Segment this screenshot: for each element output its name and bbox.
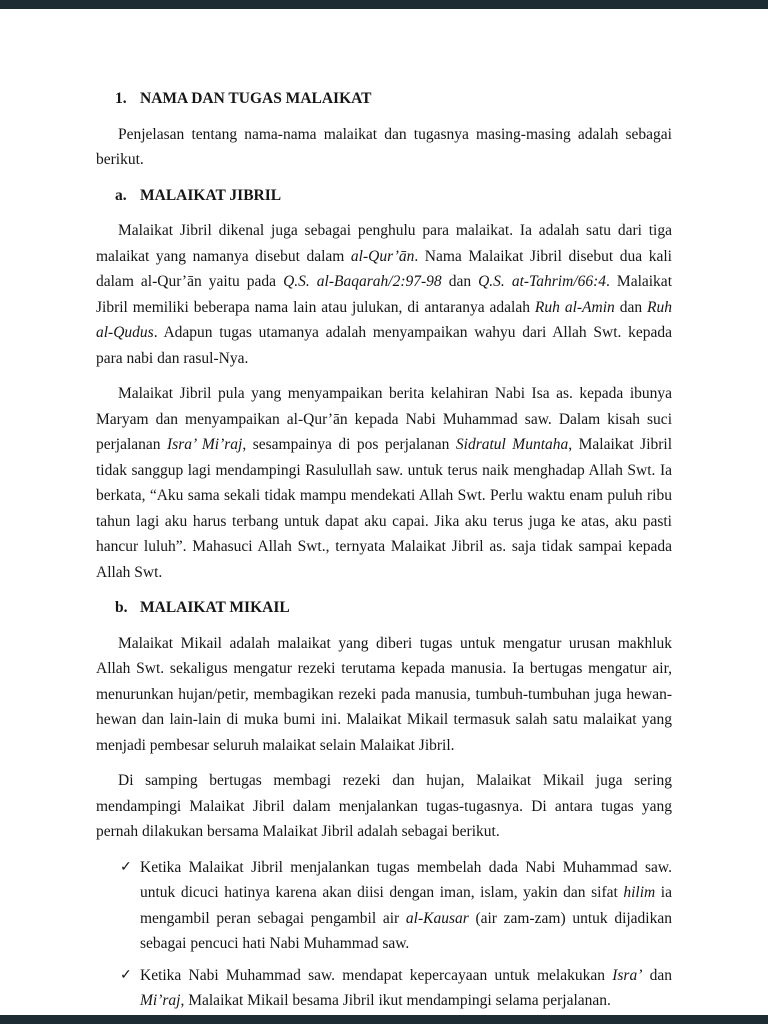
checkmark-icon: ✓: [120, 859, 132, 875]
jibril-paragraph-2: Malaikat Jibril pula yang menyampaikan berita kelahiran Nabi Isa as. kepada ibunya Maryam dan menyampaikan al-Qur’ān kepada Nabi Muhammad saw. Dalam kisah suci perjalanan Isra’ Mi’raj, sesampainya di pos perjalanan Sidratul Muntaha, Malaikat Jibril tidak sanggup lagi mendampingi Rasulullah saw. untuk terus naik menghadap Allah Swt. Ia berkata, “Aku sama sekali tidak mampu mendekati Allah Swt. Perlu waktu enam puluh ribu tahun lagi aku harus terbang untuk dapat aku capai. Jika aku terus juga ke atas, aku pasti hancur luluh”. Mahasuci Allah Swt., ternyata Malaikat Jibril as. saja tidak sampai kepada Allah Swt.: [96, 385, 673, 581]
viewer-top-bar: [0, 0, 768, 9]
jibril-paragraph-1: Malaikat Jibril dikenal juga sebagai penghulu para malaikat. Ia adalah satu dari tiga malaikat yang namanya disebut dalam al-Qur’ān. Nama Malaikat Jibril disebut dua kali dalam al-Qur’ān yaitu pada Q.S. al-Baqarah/2:97-98 dan Q.S. at-Tahrim/66:4. Malaikat Jibril memiliki beberapa nama lain atau julukan, di antaranya adalah Ruh al-Amin dan Ruh al-Qudus. Adapun tugas utamanya adalah menyampaikan wahyu dari Allah Swt. kepada para nabi dan rasul-Nya.: [96, 222, 672, 367]
subsection-letter: b.: [115, 599, 128, 616]
document-page: [0, 9, 768, 1015]
subsection-title: MALAIKAT JIBRIL: [140, 186, 282, 204]
checklist-item-text: Ketika Malaikat Jibril menjalankan tugas membelah dada Nabi Muhammad saw. untuk dicuci hatinya karena akan diisi dengan iman, islam, yakin dan sifat hilim ia mengambil peran sebagai pengambil air al-Kausar (air zam-zam) untuk dijadikan sebagai pencuci hati Nabi Muhammad saw.: [140, 858, 672, 952]
section-title: NAMA DAN TUGAS MALAIKAT: [140, 90, 372, 107]
viewer-bottom-bar: [0, 1015, 768, 1024]
subsection-heading-b: [115, 595, 672, 621]
section-number: 1.: [115, 90, 127, 107]
checklist-item: [120, 963, 672, 1014]
checklist-item-text: Ketika Nabi Muhammad saw. mendapat kepercayaan untuk melakukan Isra’ dan Mi’raj, Malaikat Mikail besama Jibril ikut mendampingi selama perjalanan.: [140, 966, 672, 1009]
mikail-paragraph-2: Di samping bertugas membagi rezeki dan hujan, Malaikat Mikail juga sering mendampingi Malaikat Jibril dalam menjalankan tugas-tugasnya. Di antara tugas yang pernah dilakukan bersama Malaikat Jibril adalah sebagai berikut.: [96, 772, 672, 840]
checklist-item: [120, 855, 672, 957]
subsection-title: MALAIKAT MIKAIL: [140, 599, 290, 616]
section-heading-1: [115, 86, 672, 112]
intro-paragraph: Penjelasan tentang nama-nama malaikat dan tugasnya masing-masing adalah sebagai berikut.: [96, 125, 672, 168]
checkmark-icon: ✓: [120, 967, 132, 983]
subsection-heading-a: [115, 183, 672, 209]
mikail-paragraph-1: Malaikat Mikail adalah malaikat yang diberi tugas untuk mengatur urusan makhluk Allah Swt. sekaligus mengatur rezeki terutama kepada manusia. Ia bertugas mengatur air, menurunkan hujan/petir, membagikan rezeki pada manusia, tumbuh-tumbuhan juga hewan-hewan dan lain-lain di muka bumi ini. Malaikat Mikail termasuk salah satu malaikat yang menjadi pembesar seluruh malaikat selain Malaikat Jibril.: [96, 634, 672, 754]
subsection-letter: a.: [115, 186, 127, 204]
